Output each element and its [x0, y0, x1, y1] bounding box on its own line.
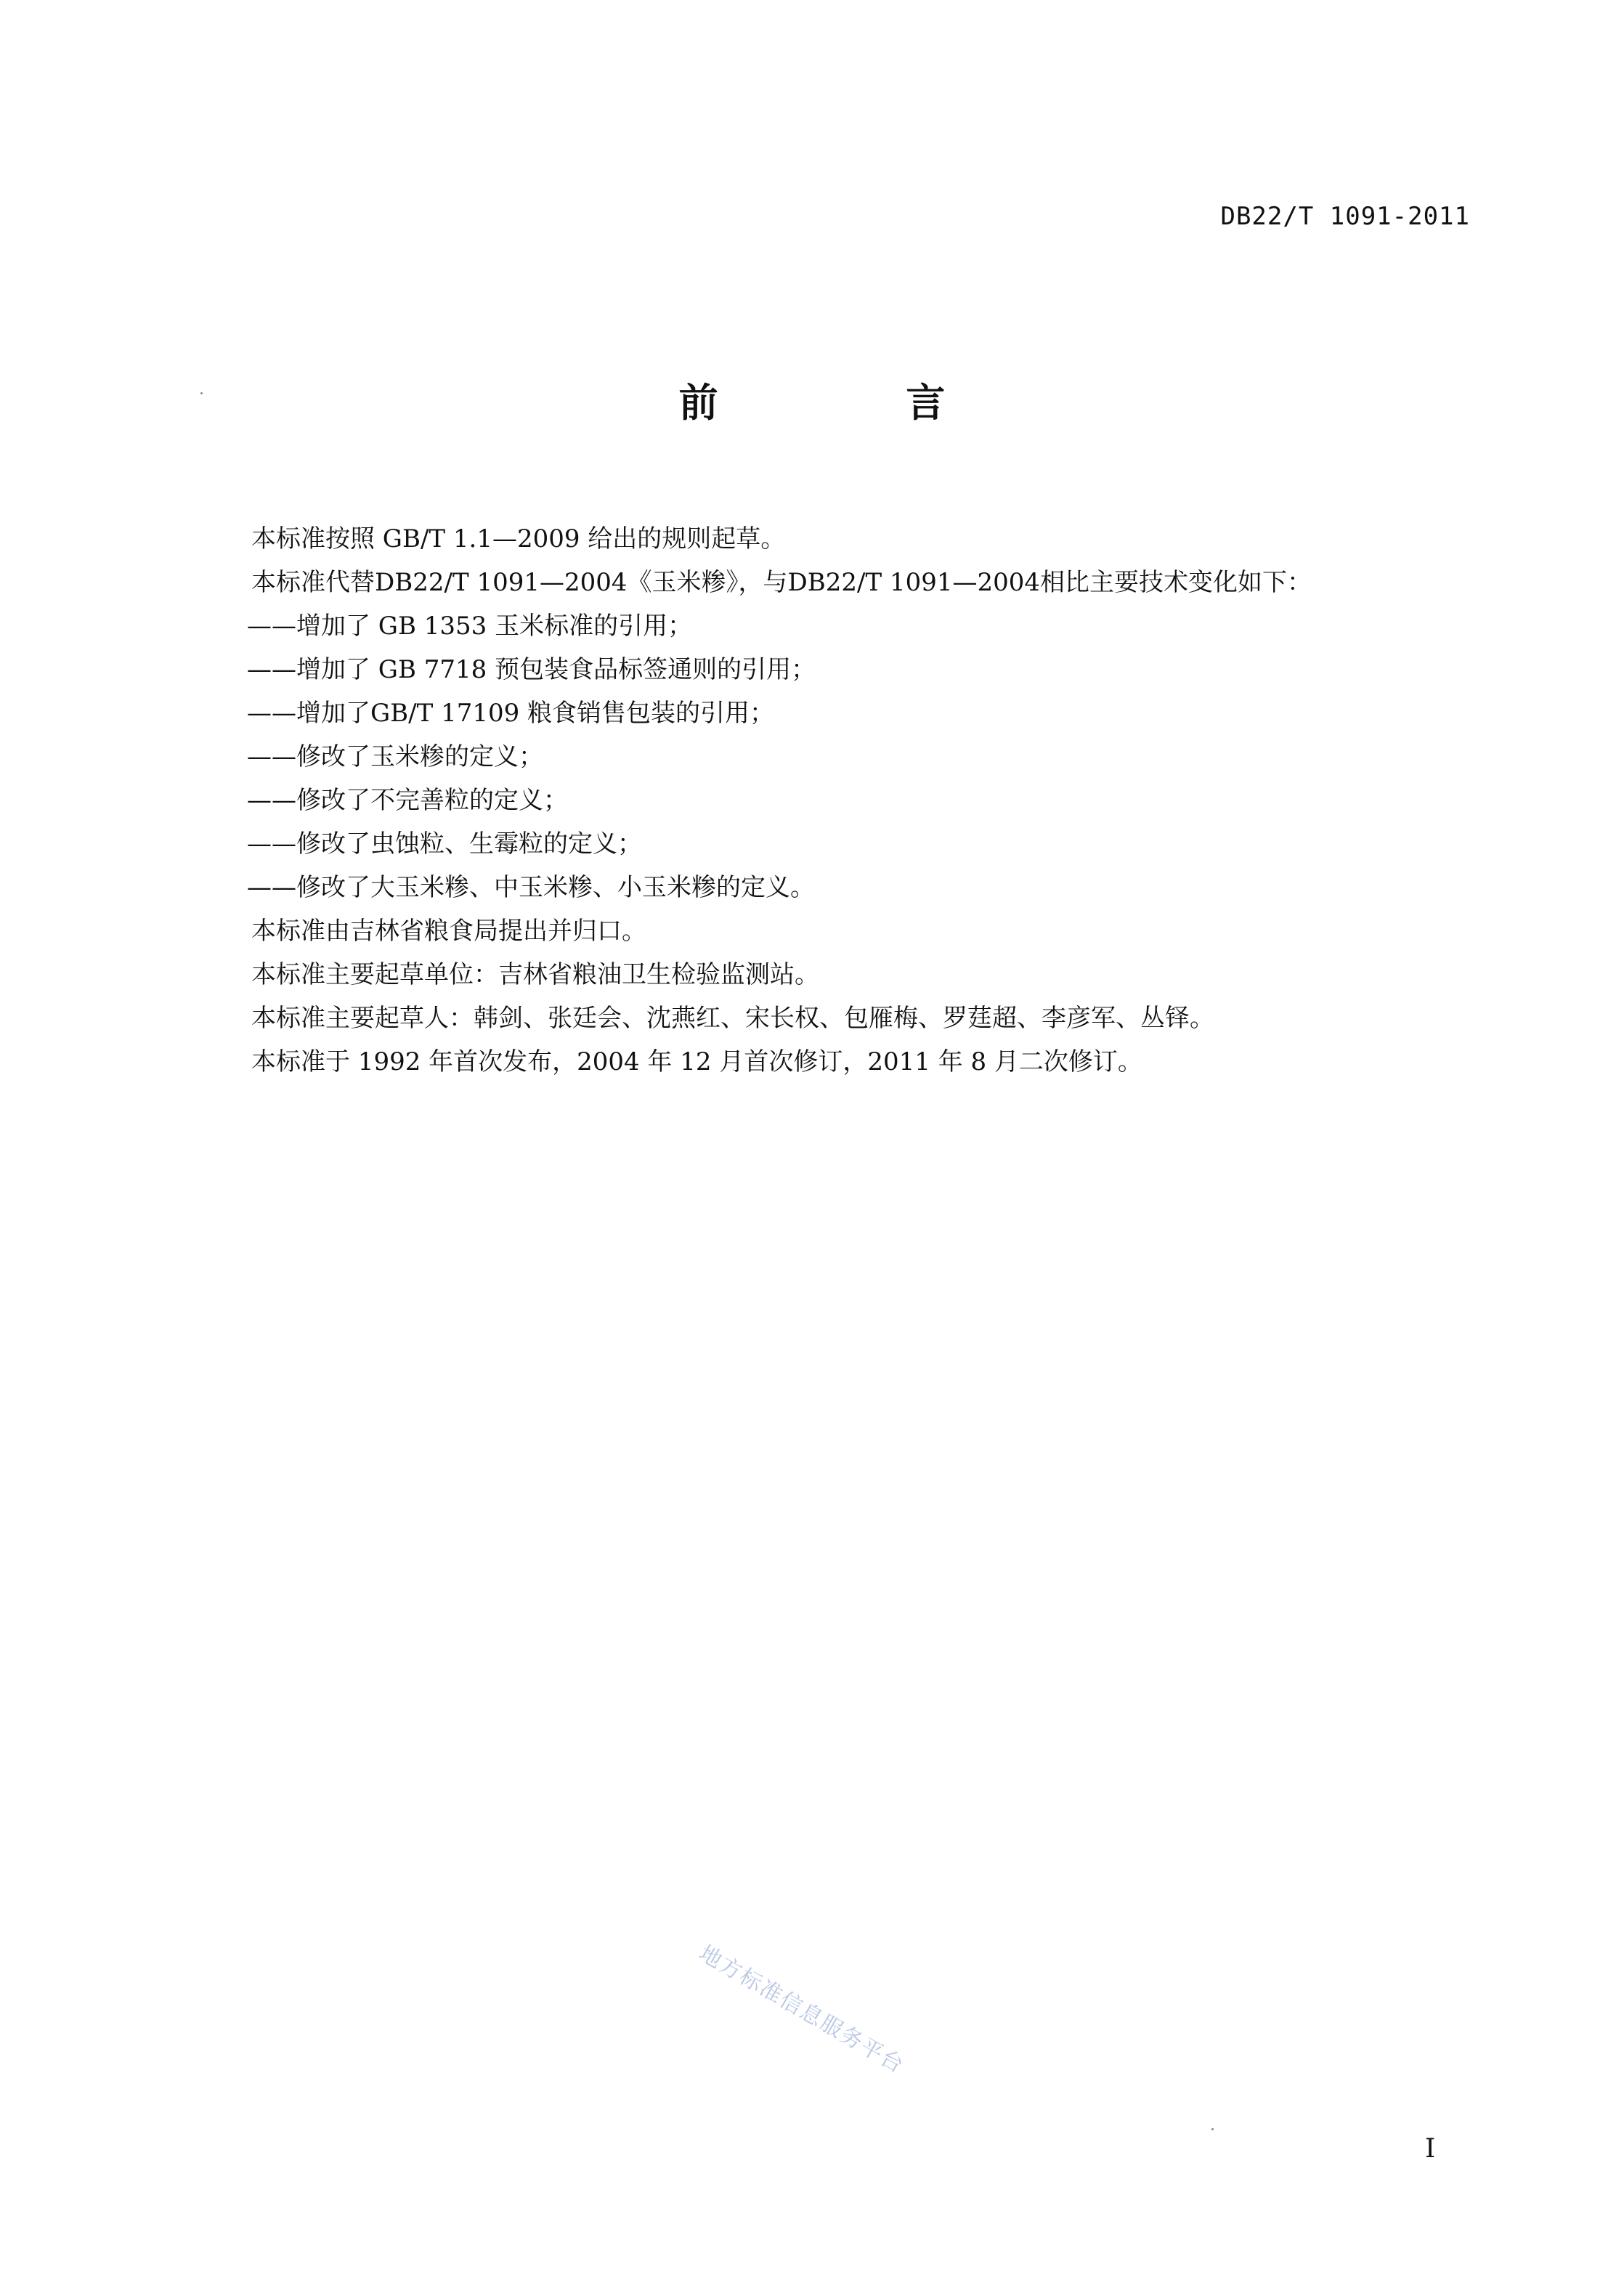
page-title: 前 言	[678, 380, 1033, 426]
paragraph-proposer: 本标准由吉林省粮食局提出并归口。	[251, 917, 646, 946]
change-item: ——修改了大玉米糁、中玉米糁、小玉米糁的定义。	[247, 873, 815, 902]
scan-speck	[1211, 2128, 1214, 2130]
paragraph-drafting-unit: 本标准主要起草单位：吉林省粮油卫生检验监测站。	[251, 960, 819, 989]
change-item: ——增加了 GB 1353 玉米标准的引用；	[247, 612, 693, 641]
change-item: ——修改了不完善粒的定义；	[247, 786, 568, 815]
page-number: I	[1425, 2134, 1436, 2164]
change-item: ——增加了 GB 7718 预包装食品标签通则的引用；	[247, 655, 816, 684]
foreword-body	[247, 517, 1413, 1084]
paragraph-replacement: 本标准代替DB22/T 1091—2004《玉米糁》，与DB22/T 1091—2004相比主要技术变化如下：	[251, 568, 1312, 597]
paragraph-drafters: 本标准主要起草人：韩剑、张廷会、沈燕红、宋长权、包雁梅、罗莛超、李彦军、丛铎。	[251, 1004, 1214, 1033]
change-item: ——修改了玉米糁的定义；	[247, 742, 543, 771]
paragraph-history: 本标准于 1992 年首次发布，2004 年 12 月首次修订，2011 年 8 月二次修订。	[251, 1047, 1142, 1076]
watermark: 地方标准信息服务平台	[694, 1940, 909, 2079]
scan-speck	[200, 392, 203, 394]
change-item: ——增加了GB/T 17109 粮食销售包装的引用；	[247, 699, 775, 728]
standard-code: DB22/T 1091-2011	[1220, 202, 1470, 231]
change-item: ——修改了虫蚀粒、生霉粒的定义；	[247, 829, 642, 859]
paragraph-drafting-rules: 本标准按照 GB/T 1.1—2009 给出的规则起草。	[251, 524, 786, 553]
